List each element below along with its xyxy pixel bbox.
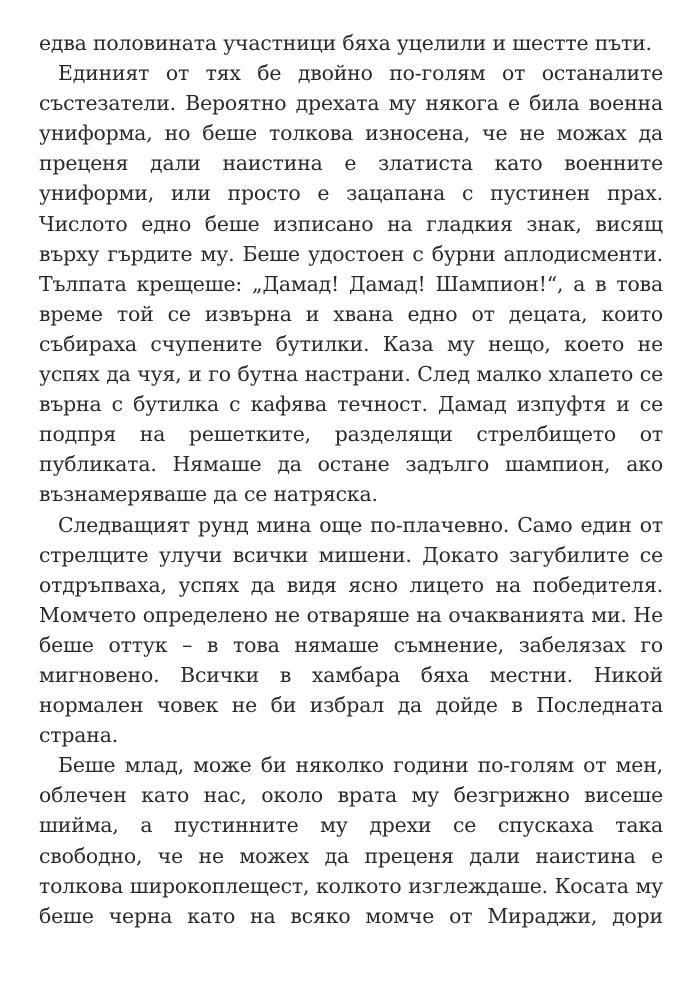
text-line: публиката. Нямаше да остане задълго шампион, ако xyxy=(39,452,663,477)
page-text xyxy=(39,28,663,931)
text-line: Беше млад, може би няколко години по-голям от мен, xyxy=(58,753,663,778)
text-line: Тълпата крещеше: „Дамад! Дамад! Шампион!“, а в това xyxy=(39,271,663,296)
paragraph xyxy=(39,750,663,931)
text-line: страна. xyxy=(39,723,119,748)
text-line: възнамеряваше да се натряска. xyxy=(39,482,378,507)
text-line: беше оттук – в това нямаше съмнение, забелязах го xyxy=(39,632,663,657)
text-line: беше черна като на всяко момче от Мираджи, дори xyxy=(39,903,663,928)
text-line: време той се извърна и хвана едно от децата, които xyxy=(39,301,663,326)
text-line: подпря на решетките, разделящи стрелбището от xyxy=(39,422,663,447)
paragraph xyxy=(39,510,663,751)
text-line: събираха счупените бутилки. Каза му нещо, което не xyxy=(39,331,663,356)
text-line: преценя дали наистина е златиста като военните xyxy=(39,151,663,176)
text-line: състезатели. Вероятно дрехата му някога е била военна xyxy=(39,91,663,116)
text-line: Единият от тях бе двойно по-голям от останалите xyxy=(58,61,663,86)
paragraph xyxy=(39,58,663,509)
text-line: свободно, че не можех да преценя дали наистина е xyxy=(39,843,663,868)
text-line: успях да чуя, и го бутна настрани. След малко хлапето се xyxy=(39,362,663,387)
text-line: стрелците улучи всички мишени. Докато загубилите се xyxy=(39,542,663,567)
text-line: шийма, а пустинните му дрехи се спускаха така xyxy=(39,813,663,838)
text-line: едва половината участници бяха уцелили и шестте пъти. xyxy=(39,31,652,55)
text-line: униформи, или просто е зацапана с пустинен прах. xyxy=(39,181,663,206)
text-line: нормален човек не би избрал да дойде в Последната xyxy=(39,693,663,718)
text-line: Числото едно беше изписано на гладкия знак, висящ xyxy=(39,211,663,236)
text-line: униформа, но беше толкова износена, че не можах да xyxy=(39,121,663,146)
text-line: върху гърдите му. Беше удостоен с бурни аплодисменти. xyxy=(39,241,663,266)
text-line: Момчето определено не отваряше на очакванията ми. Не xyxy=(39,602,663,627)
text-line: облечен като нас, около врата му безгрижно висеше xyxy=(39,783,663,808)
text-line: мигновено. Всички в хамбара бяха местни. Никой xyxy=(39,662,663,687)
text-line: Следващият рунд мина още по-плачевно. Само един от xyxy=(58,512,663,537)
text-line: отдръпваха, успях да видя ясно лицето на победителя. xyxy=(39,572,663,597)
paragraph xyxy=(39,28,663,58)
text-line: върна с бутилка с кафява течност. Дамад изпуфтя и се xyxy=(39,392,663,417)
text-line: толкова широкоплещест, колкото изглеждаше. Косата му xyxy=(39,873,663,898)
